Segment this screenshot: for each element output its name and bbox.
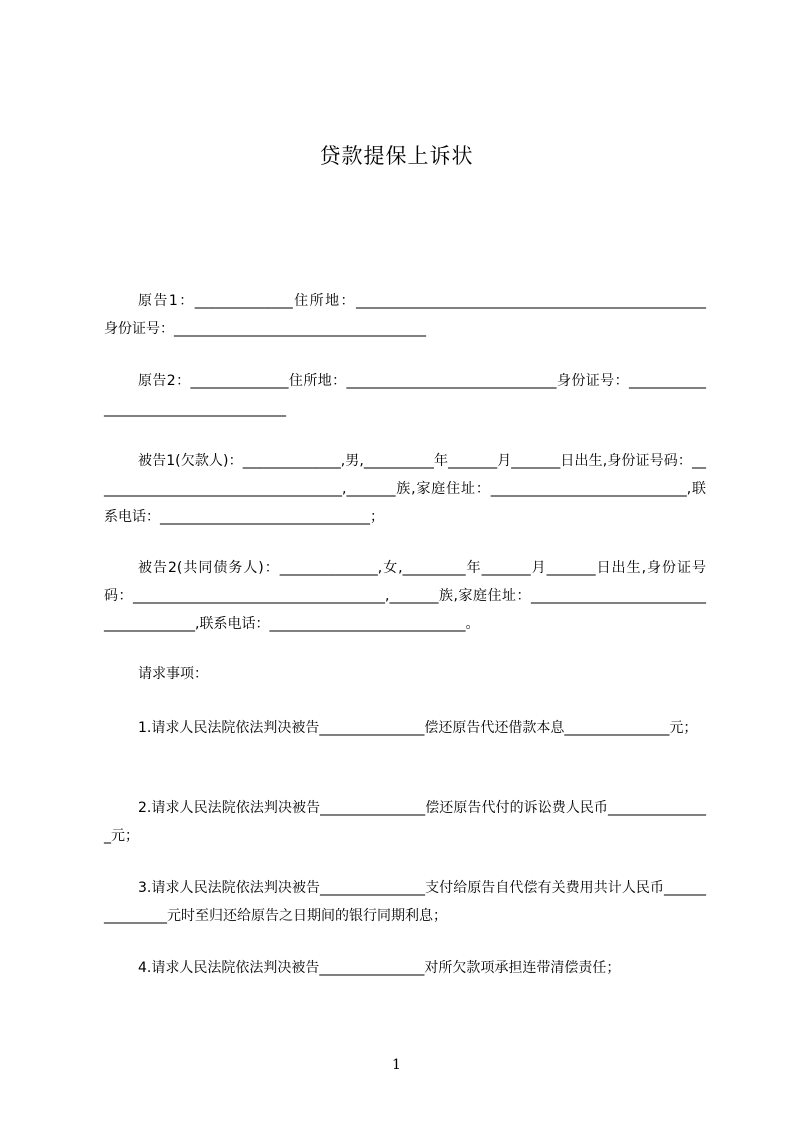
page-number: 1 [392, 1057, 401, 1073]
claim-item-2: 2.请求人民法院依法判决被告_______________偿还原告代付的诉讼费人民币_______________元； [104, 800, 706, 844]
claim-item-1: 1.请求人民法院依法判决被告_______________偿还原告代还借款本息_______________元； [138, 720, 698, 736]
claims-heading: 请求事项： [138, 666, 208, 682]
defendant-1-paragraph: 被告1(欠款人)：______________,男,__________年_______月_______日出生,身份证号码：____________________________________,_______族,家庭住址：____________________________,联系电话：______________________________； [104, 453, 706, 525]
claim-item-3: 3.请求人民法院依法判决被告_______________支付给原告自代偿有关费用共计人民币_______________元时至归还给原告之日期间的银行同期利息； [104, 880, 706, 924]
plaintiff-1-paragraph: 原告1：______________住所地：__________________________________________________身份证号：____________________________________ [104, 293, 706, 337]
defendant-2-paragraph: 被告2(共同债务人)：______________,女,_________年_______月_______日出生,身份证号码：____________________________________,_______族,家庭住址：______________________________________,联系电话：____________________________。 [104, 560, 706, 632]
claim-item-4: 4.请求人民法院依法判决被告_______________对所欠款项承担连带清偿责任； [138, 960, 621, 976]
plaintiff-2-paragraph: 原告2：______________住所地：______________________________身份证号：_____________________________________ [104, 373, 706, 417]
document-title: 贷款提保上诉状 [319, 144, 474, 168]
